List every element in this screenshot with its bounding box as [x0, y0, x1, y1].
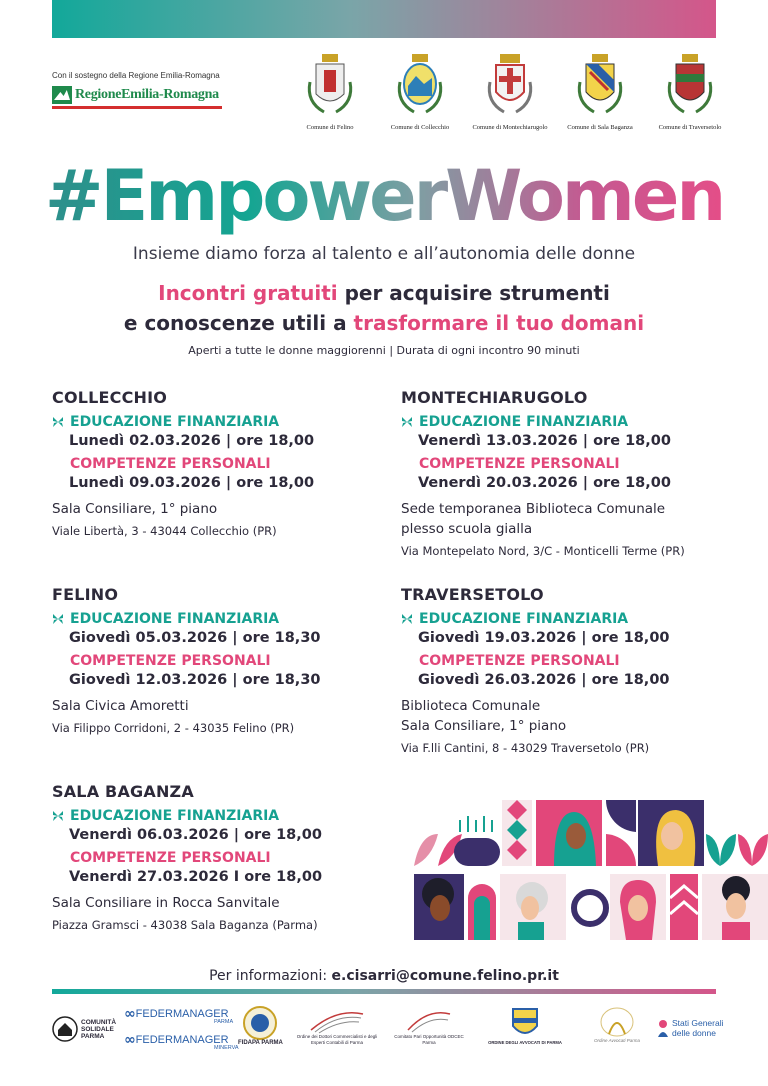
course-comp-date: Venerdì 27.03.2026 I ore 18,00: [69, 869, 323, 885]
venue: Sala Consiliare in Rocca Sanvitale: [52, 895, 280, 911]
logo-cpo-odcec: [394, 1008, 464, 1046]
address: Via Montepelato Nord, 3/C - Monticelli Terme (PR): [401, 544, 685, 558]
woman-red-hair: [610, 874, 666, 940]
course-comp-date: Venerdì 20.03.2026 | ore 18,00: [418, 475, 671, 491]
location-felino: [52, 585, 392, 738]
house-icon: [52, 1016, 78, 1042]
course-edu: [52, 610, 392, 628]
contact-label: Per informazioni:: [209, 968, 332, 984]
location-city: TRAVERSETOLO: [401, 585, 544, 604]
logo-federmanager-parma: [124, 1006, 233, 1025]
cpo-text: Comitato Pari Opportunità ODCEC Parma: [394, 1034, 464, 1045]
avvocati-text: ORDINE DEGLI AVVOCATI DI PARMA: [488, 1040, 562, 1045]
course-edu-label: EDUCAZIONE FINANZIARIA: [419, 414, 629, 430]
teal-butterfly-icon: [52, 613, 64, 625]
course-edu-date: Giovedì 19.03.2026 | ore 18,00: [418, 630, 670, 646]
federmanager-parma-name: FEDERMANAGER: [135, 1008, 229, 1020]
course-comp-date: Giovedì 12.03.2026 | ore 18,30: [69, 672, 321, 688]
partner-logos: [48, 1006, 728, 1066]
course-comp: [401, 455, 761, 473]
federmanager-minerva-sub: MINERVA: [214, 1045, 239, 1051]
crest-felino-name: Comune di Felino: [306, 124, 354, 131]
federmanager-infinity-icon-2: ∞: [124, 1032, 136, 1048]
venue: Sala Consiliare, 1° piano: [52, 501, 218, 517]
address: Via Filippo Corridoni, 2 - 43035 Felino (PR): [52, 721, 295, 735]
location-city: FELINO: [52, 585, 119, 604]
location-sala-baganza: [52, 782, 392, 935]
logo-ordine-avvocati: [480, 1006, 570, 1045]
tile-diamonds: [502, 800, 532, 866]
sponsor-prefix: Con il sostegno della Regione Emilia-Romagna: [52, 71, 220, 80]
crest-montechiarugolo-name: Comune di Montechiarugolo: [472, 124, 548, 131]
crest-traversetolo-icon: [664, 52, 716, 120]
pink-crescent-icon: [52, 852, 64, 864]
odcec-text: Ordine dei Dottori Commercialisti e degli Esperti Contabili di Parma: [296, 1034, 378, 1045]
course-edu: [52, 807, 392, 825]
comunita-text: COMUNITÀ SOLIDALE PARMA: [81, 1018, 117, 1040]
crest-traversetolo: [650, 52, 730, 131]
promo-line-2: [0, 308, 768, 338]
promo-line-1: [0, 278, 768, 308]
course-edu-label: EDUCAZIONE FINANZIARIA: [70, 611, 280, 627]
course-comp-label: COMPETENZE PERSONALI: [70, 850, 271, 866]
top-gradient-bar: [52, 0, 716, 38]
regione-underline: [52, 106, 222, 109]
municipal-crests: [290, 52, 730, 131]
location-traversetolo: [401, 585, 741, 758]
promo-pre-2: e conoscenze utili a: [123, 311, 354, 335]
crest-collecchio-icon: [394, 52, 446, 120]
stati-generali-icon: [656, 1019, 670, 1037]
headline: [0, 156, 768, 236]
course-edu: [52, 413, 392, 431]
fidapa-seal-icon: [243, 1006, 277, 1040]
crest-collecchio-name: Comune di Collecchio: [390, 124, 450, 131]
course-comp-label: COMPETENZE PERSONALI: [419, 653, 620, 669]
crest-felino: [290, 52, 370, 131]
tile-petals: [706, 834, 768, 866]
logo-stati-generali: [656, 1018, 724, 1038]
logo-cpo-avvocati: [584, 1006, 650, 1043]
course-edu-date: Lunedì 02.03.2026 | ore 18,00: [69, 433, 315, 449]
promo-highlight-1: Incontri gratuiti: [158, 281, 338, 305]
federmanager-parma-sub: PARMA: [214, 1019, 234, 1025]
crest-sala-baganza: [560, 52, 640, 131]
crest-montechiarugolo-icon: [484, 52, 536, 120]
location-city: COLLECCHIO: [52, 388, 168, 407]
fidapa-text: FIDAPA PARMA: [238, 1040, 283, 1046]
promo-highlight-2: trasformare il tuo domani: [353, 311, 645, 335]
logo-comunita-solidale: [52, 1016, 117, 1042]
teal-butterfly-icon: [52, 416, 64, 428]
tile-plant: [454, 816, 500, 866]
contact-info: [0, 968, 768, 984]
course-edu-date: Giovedì 05.03.2026 | ore 18,30: [69, 630, 321, 646]
pink-crescent-icon: [401, 458, 413, 470]
location-city: MONTECHIARUGOLO: [401, 388, 588, 407]
course-comp: [52, 455, 392, 473]
location-collecchio: [52, 388, 392, 541]
sponsor-block: [52, 71, 222, 109]
location-city: SALA BAGANZA: [52, 782, 194, 801]
course-comp-label: COMPETENZE PERSONALI: [419, 456, 620, 472]
stati-generali-line-1: Stati Generali: [672, 1018, 724, 1028]
crest-sala-baganza-name: Comune di Sala Baganza: [567, 124, 633, 131]
teal-butterfly-icon: [52, 810, 64, 822]
woman-hijab: [536, 800, 602, 866]
bottom-gradient-bar: [52, 989, 716, 994]
course-edu-label: EDUCAZIONE FINANZIARIA: [419, 611, 629, 627]
tile-quarter-circles: [606, 800, 636, 866]
venue-line-2: Sala Consiliare, 1° piano: [401, 718, 567, 734]
address: Via F.lli Cantini, 8 - 43029 Traversetolo (PR): [401, 741, 650, 755]
regione-logo: [52, 86, 222, 104]
cpo-avvocati-text: Ordine Avvocati Parma: [593, 1038, 641, 1043]
federmanager-minerva-name: FEDERMANAGER: [135, 1034, 229, 1046]
crest-montechiarugolo: [470, 52, 550, 131]
course-comp-label: COMPETENZE PERSONALI: [70, 653, 271, 669]
venue-line-2: plesso scuola gialla: [401, 521, 533, 537]
course-comp-date: Giovedì 26.03.2026 | ore 18,00: [418, 672, 670, 688]
venue: Sede temporanea Biblioteca Comunale: [401, 501, 666, 517]
course-comp-label: COMPETENZE PERSONALI: [70, 456, 271, 472]
woman-elderly: [500, 874, 566, 940]
course-comp: [52, 652, 392, 670]
venue: Biblioteca Comunale: [401, 698, 541, 714]
course-comp: [52, 849, 392, 867]
course-edu: [401, 610, 741, 628]
tile-ring: [574, 892, 606, 924]
course-edu-label: EDUCAZIONE FINANZIARIA: [70, 808, 280, 824]
woman-dark-bun: [702, 874, 768, 940]
subtitle: Insieme diamo forza al talento e all’autonomia delle donne: [132, 244, 636, 264]
promo-rest-1: per acquisire strumenti: [337, 281, 610, 305]
woman-curly: [414, 874, 464, 940]
contact-email[interactable]: e.cisarri@comune.felino.pr.it: [331, 968, 559, 984]
woman-blonde: [638, 800, 704, 866]
course-edu-label: EDUCAZIONE FINANZIARIA: [70, 414, 280, 430]
cpo-swoosh-icon: [404, 1008, 454, 1034]
course-comp-date: Lunedì 09.03.2026 | ore 18,00: [69, 475, 315, 491]
logo-fidapa: [238, 1006, 283, 1046]
crest-felino-icon: [304, 52, 356, 120]
logo-odcec: [294, 1008, 380, 1046]
tile-stripes: [670, 874, 698, 940]
cpo-avvocati-figure-icon: [597, 1006, 637, 1038]
course-edu: [401, 413, 761, 431]
pink-crescent-icon: [401, 655, 413, 667]
address: Viale Libertà, 3 - 43044 Collecchio (PR): [52, 524, 277, 538]
crest-sala-baganza-icon: [574, 52, 626, 120]
course-edu-date: Venerdì 13.03.2026 | ore 18,00: [418, 433, 671, 449]
odcec-swoosh-icon: [307, 1008, 367, 1034]
stati-generali-line-2: delle donne: [672, 1028, 716, 1038]
course-comp: [401, 652, 741, 670]
headline-text: #EmpowerWomen: [44, 155, 724, 237]
course-edu-date: Venerdì 06.03.2026 | ore 18,00: [69, 827, 322, 843]
regione-name: RegioneEmilia-Romagna: [75, 87, 219, 102]
pink-crescent-icon: [52, 458, 64, 470]
teal-butterfly-icon: [401, 416, 413, 428]
location-montechiarugolo: [401, 388, 761, 561]
avvocati-crest-icon: [510, 1006, 540, 1040]
event-meta: Aperti a tutte le donne maggiorenni | Durata di ogni incontro 90 minuti: [188, 344, 580, 357]
venue: Sala Civica Amoretti: [52, 698, 189, 714]
address: Piazza Gramsci - 43038 Sala Baganza (Parma): [52, 918, 318, 932]
teal-butterfly-icon: [401, 613, 413, 625]
crest-traversetolo-name: Comune di Traversetolo: [658, 124, 722, 131]
pink-crescent-icon: [52, 655, 64, 667]
tile-arches: [468, 884, 496, 940]
crest-collecchio: [380, 52, 460, 131]
regione-mark-icon: [52, 86, 72, 104]
promo-text: [0, 278, 768, 338]
logo-federmanager-minerva: [124, 1032, 239, 1051]
women-illustration: [414, 798, 768, 942]
federmanager-infinity-icon: ∞: [124, 1006, 136, 1022]
